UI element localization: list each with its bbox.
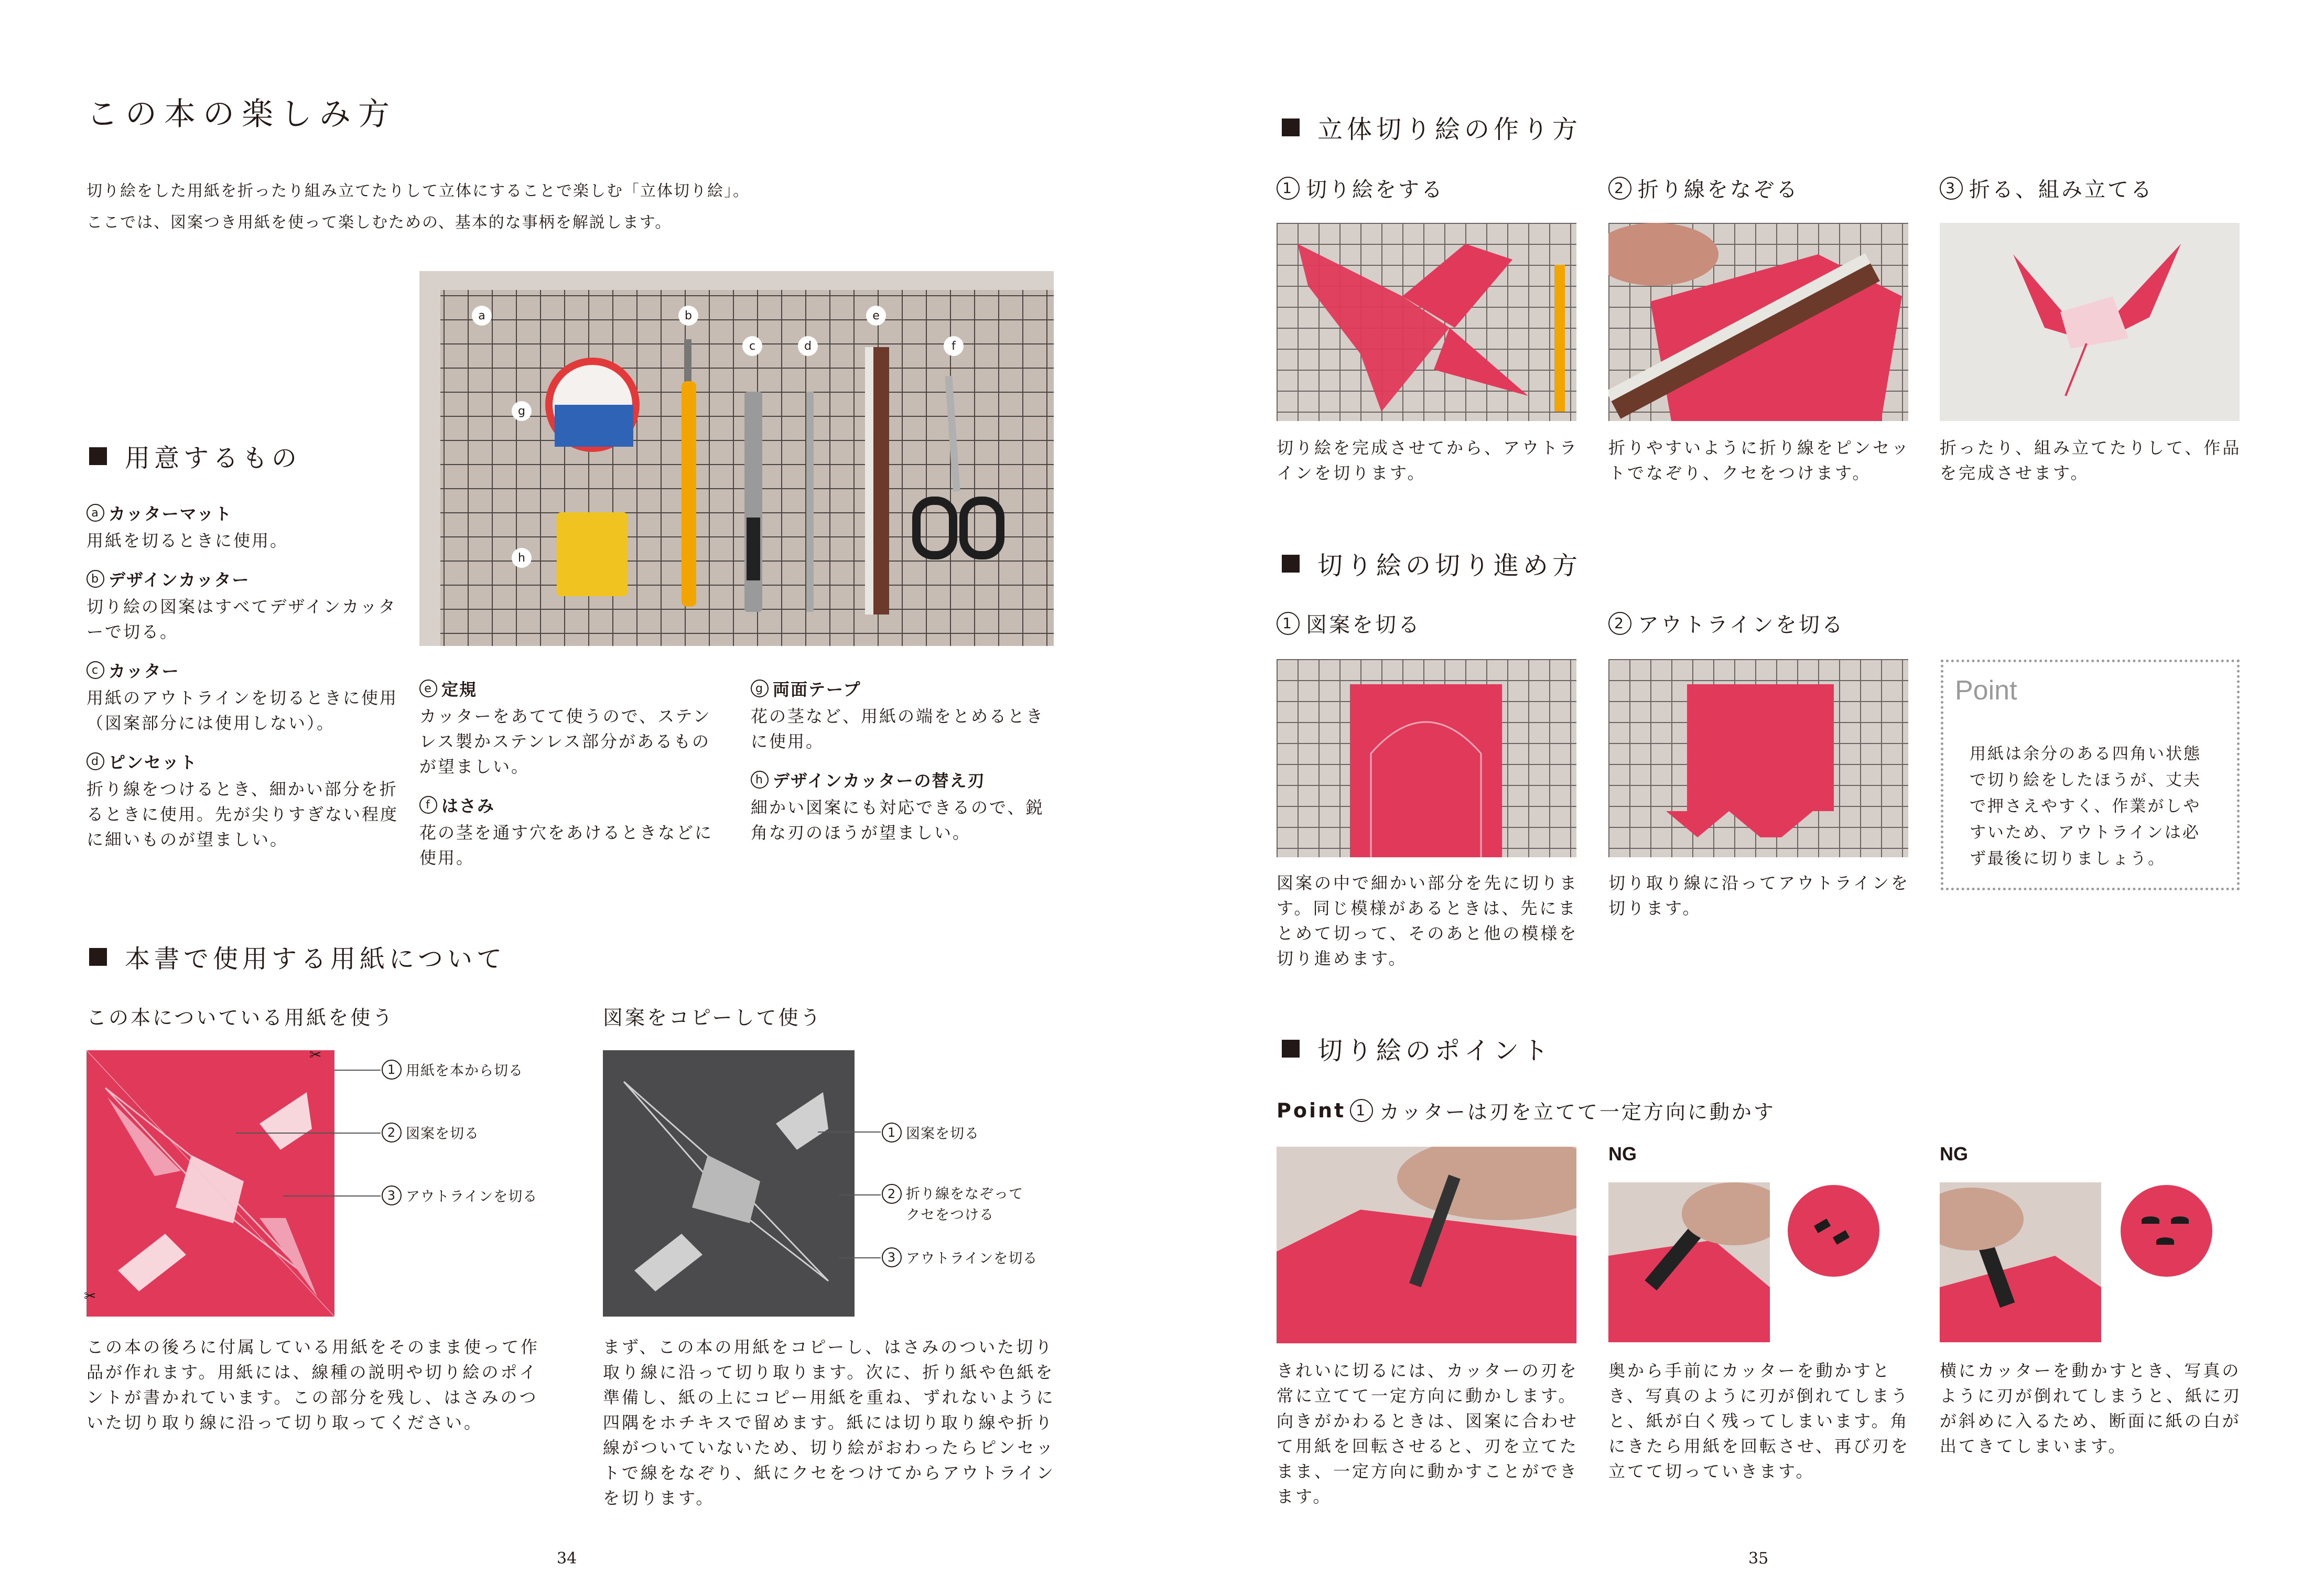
order-step-1-desc: 図案の中で細かい部分を先に切ります。同じ模様があるときは、先にまとめて切って、そのあと他の模様を切り進めます。	[1277, 873, 1579, 968]
tool-letter-b: b	[678, 306, 698, 326]
tools-heading: 用意するもの	[89, 438, 301, 474]
photo-ng-1	[1608, 1182, 1770, 1342]
tools-photo	[419, 271, 1054, 646]
tool-item-d: d ピンセット 折り線をつけるとき、細かい部分を折るときに使用。先が尖りすぎない程度に細いものが望ましい。	[87, 752, 399, 849]
page-title: この本の楽しみ方	[87, 96, 397, 133]
tool-item-c: c カッター 用紙のアウトラインを切るときに使用（図案部分には使用しない）。	[87, 661, 398, 733]
tool-list-col-2	[419, 676, 723, 870]
photo-correct-cut	[1277, 1147, 1576, 1343]
point-box-text: 用紙は余分のある四角い状態で切り絵をしたほうが、丈夫で押さえやすく、作業がしやすいため、アウトラインは必ず最後に切りましょう。	[1970, 745, 2201, 868]
paper-right-subheading: 図案をコピーして使う	[603, 1006, 823, 1029]
photo-cut-outline-step	[1608, 659, 1908, 857]
intro-text	[87, 176, 750, 239]
tool-item-g: g 両面テープ 花の茎など、用紙の端をとめるときに使用。	[751, 680, 1045, 751]
tool-item-e: e 定規 カッターをあてて使うので、ステンレス製かステンレス部分があるものが望ましい。	[419, 680, 711, 777]
point-col-2-desc: 奥から手前にカッターを動かすとき、写真のように刃が倒れてしまうと、紙が白く残ってしまいます。角にきたら用紙を回転させ、再び刃を立てて切っていきます。	[1608, 1361, 1910, 1481]
paper-left-body: この本の後ろに付属している用紙をそのまま使って作品が作れます。用紙には、線種の説明や切り絵のポイントが書かれています。この部分を残し、はさみのついた切り取り線に沿って切り取ってください。	[87, 1337, 540, 1432]
callout-copy-cut-outline: 3 アウトラインを切る	[882, 1247, 1037, 1267]
scissors-handle-left	[912, 497, 957, 559]
callout-cut-outline: 3 アウトラインを切る	[382, 1185, 537, 1205]
point-col-3-desc: 横にカッターを動かすとき、写真のように刃が倒れてしまうと、紙に刃が斜めに入るため、断面に紙の白が出てきてしまいます。	[1940, 1361, 2242, 1456]
tool-item-a: a カッターマット 用紙を切るときに使用。	[87, 504, 289, 551]
intro-line-1: 切り絵をした用紙を折ったり組み立てたりして立体にすることで楽しむ「立体切り絵」。	[87, 182, 750, 200]
order-step-1-title: 1 図案を切る	[1277, 608, 1421, 638]
photo-cut-crane	[1277, 223, 1576, 421]
tool-letter-d: d	[798, 336, 818, 356]
make-step-3-title: 3 折る、組み立てる	[1940, 173, 2154, 203]
tool-list-col-3	[751, 676, 1055, 845]
blade-case	[557, 512, 628, 596]
callout-cut-from-book: 1 用紙を本から切る	[382, 1059, 523, 1080]
page-number-right: 35	[1748, 1549, 1769, 1568]
scissors-blade	[945, 376, 960, 491]
intro-line-2: ここでは、図案つき用紙を使って楽しむための、基本的な事柄を解説します。	[87, 213, 672, 232]
tweezers	[806, 392, 814, 612]
tool-letter-g: g	[512, 401, 532, 421]
order-step-2-title: 2 アウトラインを切る	[1608, 608, 1845, 638]
design-cutter-blade	[684, 339, 691, 381]
paper-right-body: まず、この本の用紙をコピーし、はさみのついた切り取り線に沿って切り取ります。次に、折り紙や色紙を準備し、紙の上にコピー用紙を重ね、ずれないように四隅をホチキスで留めます。紙には切り取り線や折り線がついていないため、切り絵がおわったらピンセットで線をなぞり、紙にクセをつけてからアウトラインを切ります。	[603, 1337, 1056, 1508]
point-box-label: Point	[1955, 675, 2017, 706]
heading-square-icon	[1282, 1040, 1300, 1058]
tool-item-f: f はさみ 花の茎を通す穴をあけるときなどに使用。	[419, 796, 714, 868]
paper-heading: 本書で使用する用紙について	[89, 939, 506, 975]
photo-trace-fold	[1608, 223, 1908, 421]
callout-copy-trace-fold: 2 折り線をなぞって クセをつける	[882, 1184, 1023, 1226]
point-1-caption: Point 1 カッターは刃を立てて一定方向に動かす	[1277, 1098, 1776, 1124]
heading-square-icon	[1282, 118, 1300, 136]
make-step-2-desc: 折りやすいように折り線をピンセットでなぞり、クセをつけます。	[1608, 438, 1911, 483]
tool-letter-h: h	[512, 548, 532, 568]
callout-copy-cut-pattern: 1 図案を切る	[882, 1122, 979, 1143]
ng-detail-1	[1788, 1185, 1879, 1277]
tool-letter-a: a	[472, 306, 492, 326]
dark-paper-sheet	[603, 1050, 855, 1317]
make-step-1-title: 1 切り絵をする	[1277, 173, 1444, 203]
tool-item-h: h デザインカッターの替え刃 細かい図案にも対応できるので、鋭角な刃のほうが望ましい。	[751, 771, 1044, 843]
tool-letter-e: e	[866, 306, 886, 326]
crane-pattern-dark	[603, 1050, 855, 1317]
photo-cut-pattern-step	[1277, 659, 1576, 857]
tool-item-b: b デザインカッター 切り絵の図案はすべてデザインカッターで切る。	[87, 570, 397, 642]
paper-left-subheading: この本についている用紙を使う	[87, 1006, 395, 1029]
scissors-icon: ✂	[309, 1046, 322, 1063]
order-step-2-desc: 切り取り線に沿ってアウトラインを切ります。	[1608, 873, 1910, 918]
tape-label	[555, 405, 633, 447]
make-heading: 立体切り絵の作り方	[1282, 109, 1582, 145]
tool-letter-f: f	[944, 336, 964, 356]
make-step-2-title: 2 折り線をなぞる	[1608, 173, 1799, 203]
photo-ng-2	[1940, 1182, 2101, 1342]
heading-square-icon	[89, 948, 107, 966]
scissors-icon-2: ✂	[84, 1287, 96, 1305]
points-heading: 切り絵のポイント	[1282, 1030, 1552, 1066]
photo-folded-crane	[1940, 223, 2240, 421]
scissors-handle-right	[959, 497, 1004, 559]
point-col-1-desc: きれいに切るには、カッターの刃を常に立てて一定方向に動かします。向きがかわるときは、図案に合わせて用紙を回転させると、刃を立てたまま、一定方向に動かすことができます。	[1277, 1361, 1579, 1506]
tool-letter-c: c	[742, 336, 762, 356]
order-heading: 切り絵の切り進め方	[1282, 545, 1582, 581]
tool-list-col-1	[87, 501, 401, 852]
callout-cut-pattern: 2 図案を切る	[382, 1122, 479, 1143]
ng-label-1: NG	[1608, 1143, 1637, 1165]
design-cutter	[682, 381, 696, 607]
make-step-1-desc: 切り絵を完成させてから、アウトラインを切ります。	[1277, 438, 1579, 483]
ng-label-2: NG	[1940, 1143, 1968, 1165]
make-step-3-desc: 折ったり、組み立てたりして、作品を完成させます。	[1940, 438, 2242, 483]
heading-square-icon	[1282, 555, 1300, 573]
crane-pattern-red	[87, 1050, 334, 1317]
heading-square-icon	[89, 447, 107, 465]
ng-detail-2	[2121, 1185, 2212, 1277]
page-number-left: 34	[557, 1549, 577, 1568]
point-box	[1941, 660, 2240, 890]
red-paper-sheet	[87, 1050, 334, 1317]
